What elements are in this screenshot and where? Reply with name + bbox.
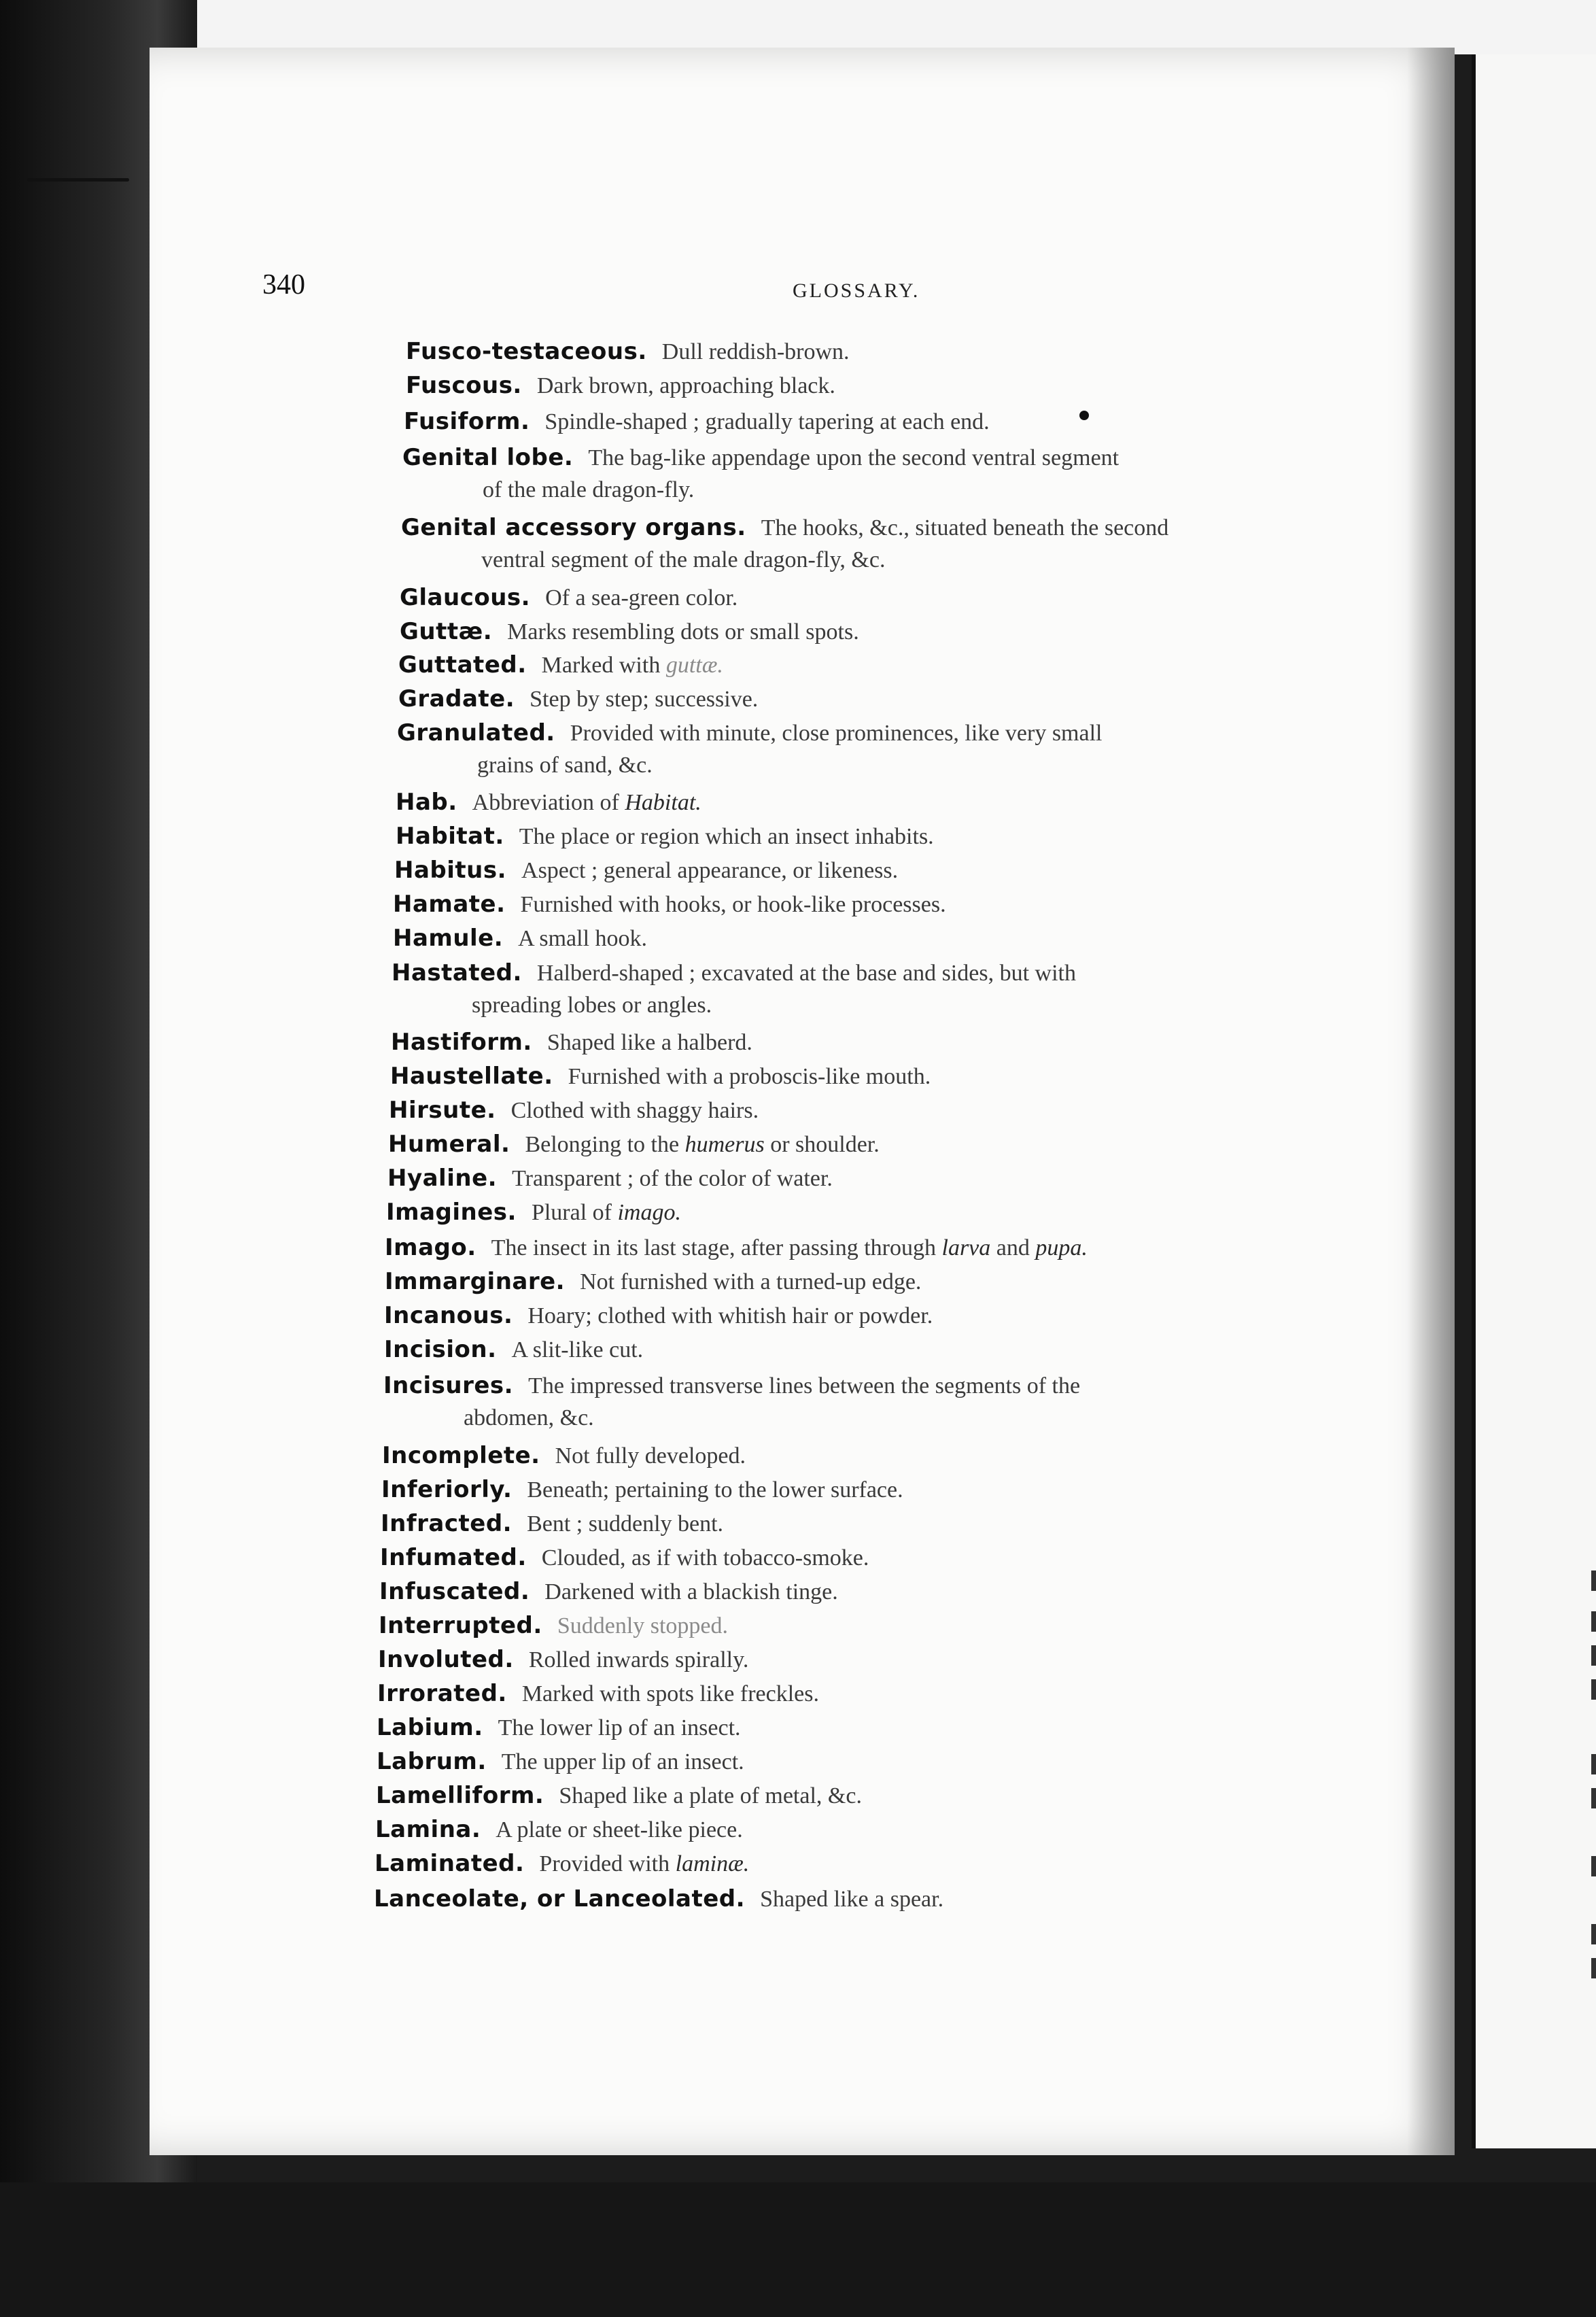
entry-definition-tail: or shoulder. bbox=[770, 1132, 880, 1157]
entry-definition: Suddenly stopped. bbox=[557, 1613, 729, 1638]
entry-term: Infuscated. bbox=[379, 1578, 530, 1605]
entry-term: Infumated. bbox=[380, 1544, 527, 1571]
glossary-entry bbox=[396, 821, 934, 853]
entry-definition: Marked with bbox=[541, 653, 661, 678]
entry-continuation: ventral segment of the male dragon-fly, &c. bbox=[481, 547, 886, 572]
entry-italic: imago. bbox=[617, 1200, 681, 1225]
entry-term: Hirsute. bbox=[389, 1097, 496, 1124]
entry-definition: Spindle-shaped ; gradually tapering at each end. bbox=[544, 409, 990, 434]
glossary-entry bbox=[380, 1542, 869, 1574]
entry-term: Guttæ. bbox=[400, 618, 493, 645]
glossary-entry bbox=[377, 1746, 744, 1778]
entry-term: Infracted. bbox=[381, 1510, 513, 1537]
entry-italic: humerus bbox=[684, 1132, 765, 1157]
glossary-entry bbox=[401, 512, 1168, 576]
glossary-entry bbox=[386, 1197, 681, 1229]
entry-definition: Dark brown, approaching black. bbox=[536, 373, 835, 398]
glossary-entry bbox=[398, 683, 758, 715]
entry-definition: The place or region which an insect inhabits. bbox=[519, 824, 934, 849]
entry-definition: The upper lip of an insect. bbox=[501, 1749, 744, 1774]
running-head: GLOSSARY. bbox=[793, 279, 920, 302]
entry-term: Fusiform. bbox=[404, 408, 530, 435]
entry-definition: The hooks, &c., situated beneath the second bbox=[761, 515, 1169, 540]
entry-continuation: grains of sand, &c. bbox=[477, 753, 653, 778]
glossary-entry bbox=[400, 616, 859, 648]
glossary-entry bbox=[390, 1061, 931, 1093]
entry-definition: Marked with spots like freckles. bbox=[521, 1681, 819, 1706]
glossary-entry bbox=[381, 1508, 723, 1540]
glossary-entry bbox=[375, 1848, 749, 1880]
glossary-entry bbox=[385, 1266, 921, 1298]
entry-term: Imago. bbox=[385, 1234, 476, 1261]
entry-definition: Darkened with a blackish tinge. bbox=[544, 1579, 838, 1604]
glossary-entry bbox=[393, 923, 647, 955]
glossary-entry bbox=[400, 582, 738, 614]
entry-term: Glaucous. bbox=[400, 584, 531, 611]
entry-term: Fusco-testaceous. bbox=[406, 338, 647, 365]
glossary-entry bbox=[381, 1474, 903, 1506]
glossary-entry bbox=[388, 1129, 880, 1161]
entry-italic: guttæ. bbox=[665, 653, 723, 678]
entry-definition: The lower lip of an insect. bbox=[498, 1715, 741, 1740]
glossary-entry bbox=[383, 1370, 1080, 1434]
entry-term: Haustellate. bbox=[390, 1063, 553, 1090]
glossary-entry bbox=[377, 1678, 819, 1710]
entry-italic: larva bbox=[941, 1235, 991, 1260]
entry-definition-tail: and bbox=[996, 1235, 1030, 1260]
glossary-entry bbox=[398, 649, 723, 681]
entry-term: Lanceolate, or Lanceolated. bbox=[374, 1885, 746, 1912]
glossary-entry bbox=[392, 957, 1076, 1021]
entry-continuation: of the male dragon-fly. bbox=[483, 477, 695, 502]
entry-term: Inferiorly. bbox=[381, 1476, 513, 1503]
glossary-entry bbox=[402, 442, 1119, 506]
entry-continuation: abdomen, &c. bbox=[464, 1405, 594, 1430]
entry-term: Immarginare. bbox=[385, 1268, 566, 1295]
entry-term: Incomplete. bbox=[382, 1442, 540, 1469]
entry-term: Gradate. bbox=[398, 685, 515, 713]
entry-term: Fuscous. bbox=[406, 372, 522, 399]
entry-term: Genital lobe. bbox=[402, 444, 574, 471]
entry-definition: Furnished with a proboscis-like mouth. bbox=[568, 1064, 931, 1089]
entry-definition: Of a sea-green color. bbox=[545, 585, 738, 611]
entry-definition: Bent ; suddenly bent. bbox=[527, 1511, 724, 1537]
glossary-entry bbox=[387, 1163, 833, 1195]
glossary-entry bbox=[374, 1883, 943, 1915]
page-number: 340 bbox=[262, 269, 305, 301]
glossary-entry bbox=[382, 1440, 746, 1472]
entry-term: Labrum. bbox=[377, 1748, 487, 1775]
entry-definition: A small hook. bbox=[518, 926, 648, 951]
entry-definition: Hoary; clothed with whitish hair or powder. bbox=[527, 1303, 933, 1328]
entry-term: Interrupted. bbox=[379, 1612, 542, 1639]
entry-definition: Furnished with hooks, or hook-like processes. bbox=[520, 892, 946, 917]
entry-definition: Clothed with shaggy hairs. bbox=[510, 1098, 759, 1123]
entry-definition: Abbreviation of bbox=[472, 790, 619, 815]
entry-term: Humeral. bbox=[388, 1131, 510, 1158]
entry-definition: Aspect ; general appearance, or likeness. bbox=[521, 858, 899, 883]
glossary-entry bbox=[379, 1610, 728, 1642]
entry-definition: Halberd-shaped ; excavated at the base and sides, but with bbox=[536, 961, 1076, 986]
glossary-entry bbox=[384, 1300, 933, 1332]
entry-term: Irrorated. bbox=[377, 1680, 507, 1707]
entry-definition: Transparent ; of the color of water. bbox=[512, 1166, 833, 1191]
glossary-entry bbox=[377, 1712, 741, 1744]
entry-term: Habitus. bbox=[394, 857, 507, 884]
entry-definition: Shaped like a halberd. bbox=[547, 1030, 752, 1055]
entry-definition: Plural of bbox=[531, 1200, 612, 1225]
entry-definition: Belonging to the bbox=[525, 1132, 680, 1157]
entry-definition: Clouded, as if with tobacco-smoke. bbox=[541, 1545, 869, 1571]
entry-term: Incisures. bbox=[383, 1372, 514, 1399]
glossary-entry bbox=[396, 787, 701, 819]
entry-definition: The impressed transverse lines between the segments of the bbox=[528, 1373, 1081, 1398]
glossary-entry bbox=[404, 406, 990, 438]
glossary-entry bbox=[391, 1027, 752, 1059]
glossary-entry bbox=[393, 889, 946, 921]
entry-term: Incanous. bbox=[384, 1302, 513, 1329]
entry-definition: The insect in its last stage, after passing through bbox=[491, 1235, 936, 1260]
entry-term: Hastated. bbox=[392, 959, 522, 986]
glossary-entry bbox=[389, 1095, 759, 1127]
entry-term: Guttated. bbox=[398, 651, 527, 679]
entry-term: Hamate. bbox=[393, 891, 506, 918]
entry-definition: Dull reddish-brown. bbox=[661, 339, 850, 364]
entry-italic: pupa. bbox=[1035, 1235, 1088, 1260]
entry-definition: Beneath; pertaining to the lower surface. bbox=[527, 1477, 903, 1503]
entry-term: Habitat. bbox=[396, 823, 504, 850]
entry-definition: The bag-like appendage upon the second ventral segment bbox=[588, 445, 1120, 470]
glossary-entry bbox=[406, 370, 835, 402]
entry-term: Involuted. bbox=[378, 1646, 514, 1673]
entry-definition: Provided with minute, close prominences, like very small bbox=[570, 721, 1103, 746]
entry-definition: Rolled inwards spirally. bbox=[528, 1647, 749, 1672]
entry-definition: Shaped like a plate of metal, &c. bbox=[559, 1783, 862, 1808]
entry-definition: Marks resembling dots or small spots. bbox=[507, 619, 859, 645]
entry-term: Hamule. bbox=[393, 925, 504, 952]
entry-definition: Shaped like a spear. bbox=[760, 1887, 944, 1912]
entry-definition: A slit-like cut. bbox=[511, 1337, 644, 1362]
entry-definition: Provided with bbox=[539, 1851, 670, 1876]
entry-term: Incision. bbox=[384, 1336, 497, 1363]
entry-term: Labium. bbox=[377, 1714, 483, 1741]
glossary-entry bbox=[379, 1576, 838, 1608]
entry-definition: Step by step; successive. bbox=[530, 687, 759, 712]
glossary-entry bbox=[378, 1644, 748, 1676]
entry-term: Lamelliform. bbox=[376, 1782, 544, 1809]
glossary-entry bbox=[385, 1232, 1088, 1264]
entry-term: Laminated. bbox=[375, 1850, 525, 1877]
glossary-entry bbox=[384, 1334, 643, 1366]
entry-italic: Habitat. bbox=[625, 790, 701, 815]
entry-definition: Not furnished with a turned-up edge. bbox=[580, 1269, 922, 1294]
entry-term: Lamina. bbox=[375, 1816, 481, 1843]
glossary-entry bbox=[397, 717, 1102, 781]
ink-speck bbox=[1079, 411, 1089, 420]
glossary-entry bbox=[406, 336, 850, 368]
scan-scratch bbox=[27, 178, 129, 182]
glossary-entry bbox=[375, 1814, 743, 1846]
entry-definition: Not fully developed. bbox=[555, 1443, 746, 1469]
entry-term: Hab. bbox=[396, 789, 457, 816]
entry-continuation: spreading lobes or angles. bbox=[472, 993, 712, 1018]
entry-italic: laminæ. bbox=[675, 1851, 750, 1876]
entry-term: Granulated. bbox=[397, 719, 555, 746]
glossary-entry bbox=[394, 855, 898, 887]
entry-term: Imagines. bbox=[386, 1199, 517, 1226]
glossary-entry bbox=[376, 1780, 862, 1812]
entry-term: Hastiform. bbox=[391, 1029, 532, 1056]
entry-term: Hyaline. bbox=[387, 1165, 498, 1192]
entry-term: Genital accessory organs. bbox=[401, 514, 746, 541]
entry-definition: A plate or sheet-like piece. bbox=[496, 1817, 743, 1842]
